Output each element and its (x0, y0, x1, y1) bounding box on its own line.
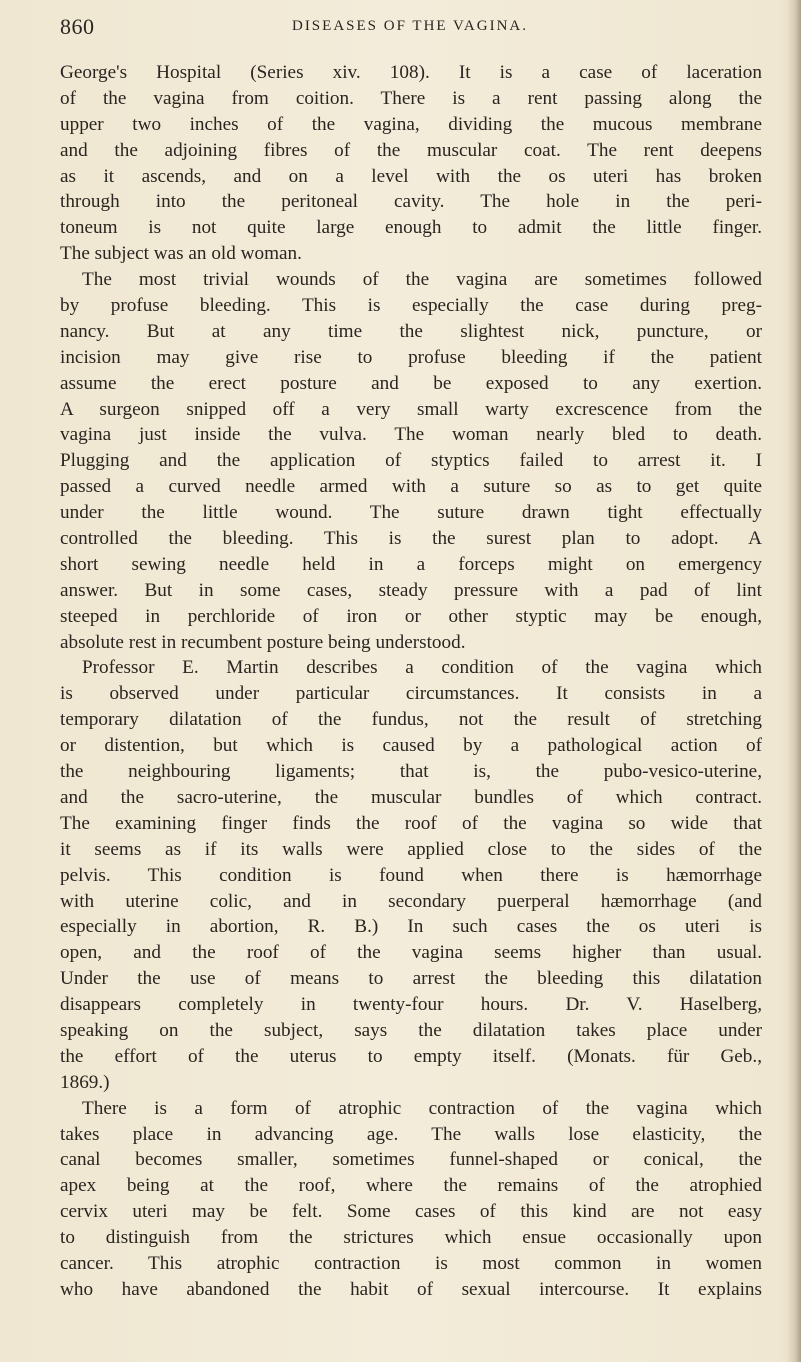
text-line: it seems as if its walls were applied close to the sides of the (60, 838, 762, 860)
text-line: absolute rest in recumbent posture being understood. (60, 631, 466, 653)
text-line: pelvis. This condition is found when there is hæmorrhage (60, 864, 762, 886)
text-line: open, and the roof of the vagina seems higher than usual. (60, 942, 762, 964)
text-line: Professor E. Martin describes a condition of the vagina which (82, 657, 762, 679)
text-line: 1869.) (60, 1071, 110, 1093)
text-line: The most trivial wounds of the vagina are sometimes followed (82, 269, 762, 291)
page-header (60, 14, 760, 44)
text-line: incision may give rise to profuse bleeding if the patient (60, 346, 762, 368)
text-line: under the little wound. The suture drawn tight effectually (60, 502, 762, 524)
text-line: upper two inches of the vagina, dividing the mucous membrane (60, 113, 762, 135)
text-line: by profuse bleeding. This is especially the case during preg- (60, 295, 762, 317)
text-line: canal becomes smaller, sometimes funnel-shaped or conical, the (60, 1149, 762, 1171)
text-line: There is a form of atrophic contraction of the vagina which (82, 1097, 762, 1119)
text-line: vagina just inside the vulva. The woman nearly bled to death. (60, 424, 762, 446)
text-line: steeped in perchloride of iron or other styptic may be enough, (60, 605, 762, 627)
text-line: disappears completely in twenty-four hours. Dr. V. Haselberg, (60, 994, 762, 1016)
text-line: The examining finger finds the roof of the vagina so wide that (60, 812, 762, 834)
text-line: to distinguish from the strictures which ensue occasionally upon (60, 1227, 762, 1249)
text-line: short sewing needle held in a forceps might on emergency (60, 553, 762, 575)
page-number: 860 (60, 14, 95, 39)
text-line: apex being at the roof, where the remains of the atrophied (60, 1175, 762, 1197)
text-line: nancy. But at any time the slightest nick, puncture, or (60, 320, 762, 342)
page-edge-shadow (787, 0, 801, 1362)
text-line: Under the use of means to arrest the bleeding this dilatation (60, 968, 762, 990)
running-title: DISEASES OF THE VAGINA. (291, 18, 529, 34)
body-text (60, 60, 762, 1303)
text-line: the effort of the uterus to empty itself. (Monats. für Geb., (60, 1045, 762, 1067)
text-line: temporary dilatation of the fundus, not the result of stretching (60, 709, 762, 731)
text-line: as it ascends, and on a level with the os uteri has broken (60, 165, 762, 187)
text-line: speaking on the subject, says the dilatation takes place under (60, 1019, 762, 1041)
text-line: passed a curved needle armed with a suture so as to get quite (60, 476, 762, 498)
text-line: and the sacro-uterine, the muscular bundles of which contract. (60, 786, 762, 808)
text-line: A surgeon snipped off a very small warty excrescence from the (60, 398, 762, 420)
text-line: answer. But in some cases, steady pressure with a pad of lint (60, 579, 762, 601)
text-line: or distention, but which is caused by a pathological action of (60, 735, 762, 757)
text-line: cancer. This atrophic contraction is most common in women (60, 1252, 762, 1274)
text-line: Plugging and the application of styptics failed to arrest it. I (60, 450, 762, 472)
text-line: with uterine colic, and in secondary puerperal hæmorrhage (and (60, 890, 762, 912)
text-line: controlled the bleeding. This is the surest plan to adopt. A (60, 528, 762, 550)
text-line: is observed under particular circumstances. It consists in a (60, 683, 762, 705)
text-line: takes place in advancing age. The walls lose elasticity, the (60, 1123, 762, 1145)
text-line: and the adjoining fibres of the muscular coat. The rent deepens (60, 139, 762, 161)
text-line: assume the erect posture and be exposed to any exertion. (60, 372, 762, 394)
text-line: of the vagina from coition. There is a rent passing along the (60, 87, 762, 109)
text-line: the neighbouring ligaments; that is, the pubo-vesico-uterine, (60, 761, 762, 783)
text-line: The subject was an old woman. (60, 243, 302, 265)
text-line: who have abandoned the habit of sexual intercourse. It explains (60, 1278, 762, 1300)
text-line: through into the peritoneal cavity. The hole in the peri- (60, 191, 762, 213)
text-line: George's Hospital (Series xiv. 108). It is a case of laceration (60, 62, 762, 83)
text-line: cervix uteri may be felt. Some cases of this kind are not easy (60, 1201, 762, 1223)
text-line: especially in abortion, R. B.) In such cases the os uteri is (60, 916, 762, 938)
text-line: toneum is not quite large enough to admit the little finger. (60, 217, 762, 239)
